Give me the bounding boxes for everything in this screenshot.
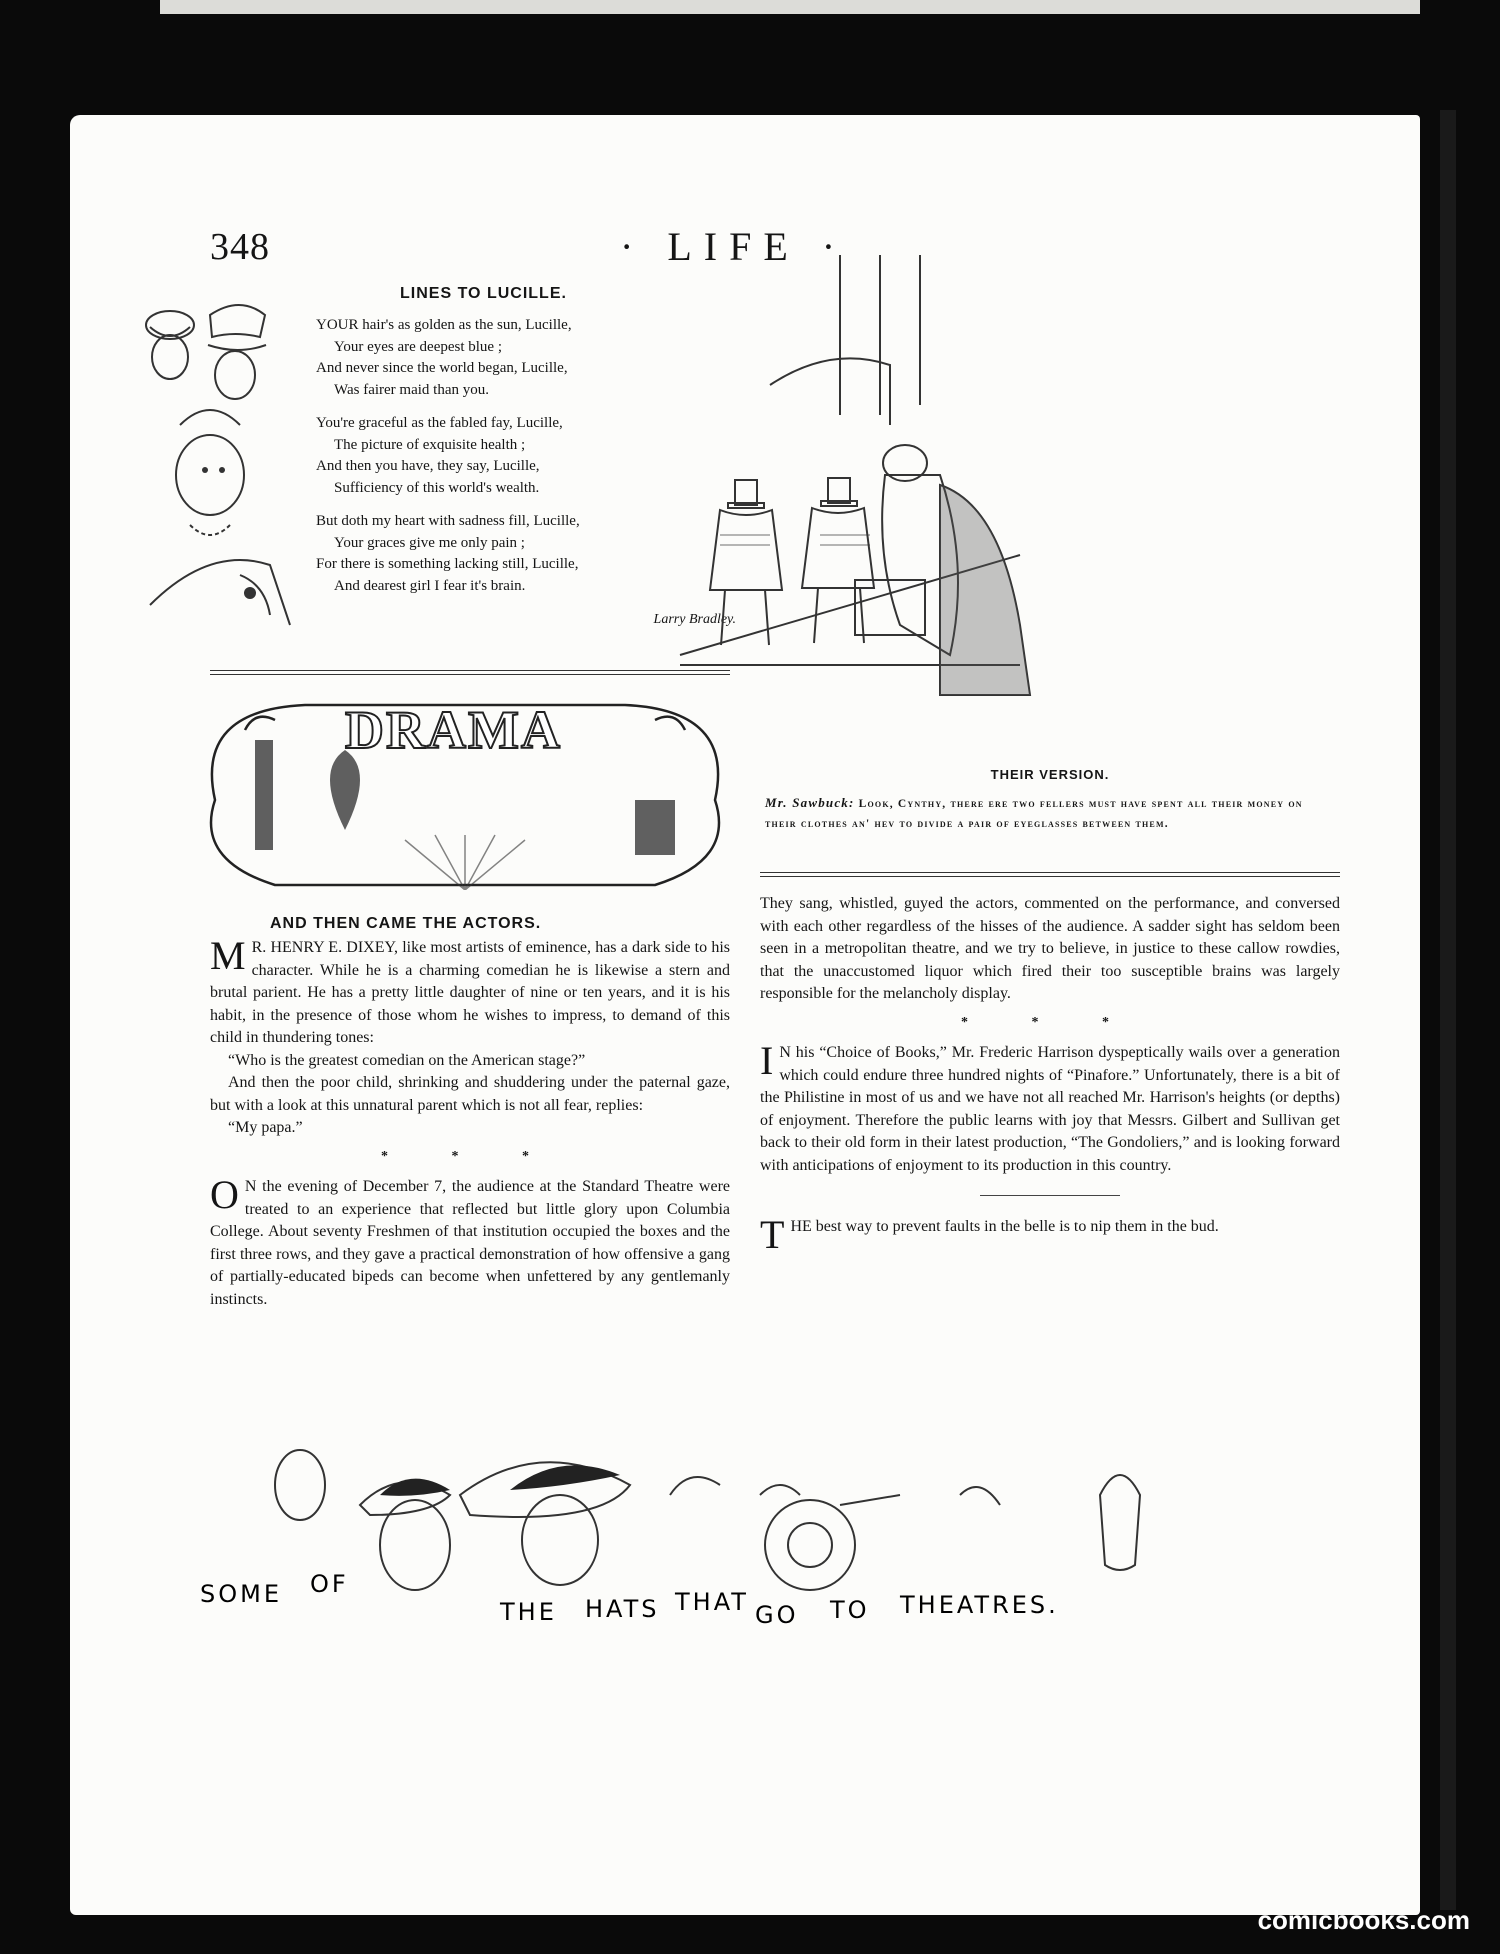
sketch-word: THE	[500, 1598, 557, 1625]
poem-line: Sufficiency of this world's wealth.	[334, 479, 540, 496]
cartoon-speaker: Mr. Sawbuck:	[765, 795, 855, 810]
poem-line: And never since the world began, Lucille,	[316, 360, 568, 376]
drop-cap: O	[210, 1172, 239, 1217]
poem-author: Larry Bradley.	[653, 612, 736, 627]
sketch-word: HATS	[585, 1595, 660, 1623]
section-separator: * * *	[381, 1148, 559, 1164]
poem-line: Your graces give me only pain ;	[334, 534, 525, 551]
poem-title: LINES TO LUCILLE.	[400, 285, 567, 302]
sketch-word: TO	[830, 1596, 870, 1624]
paragraph-columbia: O N the evening of December 7, the audience at the Standard Theatre were treated to an experience that reflected but little glory upon Columbia College. About seventy Freshmen of that institution occupied the boxes and the first three rows, and they gave a practical demonstration of how offensive a gang of partially-educated bipeds can become when unfettered by any gentlemanly instincts.	[210, 1172, 730, 1308]
cartoon-caption	[765, 793, 1335, 834]
article-left-column	[210, 933, 730, 1311]
divider	[760, 872, 1340, 877]
page-number: 348	[210, 226, 270, 268]
drama-banner-title: DRAMA	[345, 700, 562, 760]
page-binding-shadow	[1440, 110, 1456, 1910]
paragraph-belle: THE best way to prevent faults in the belle is to nip them in the bud.	[760, 1212, 1219, 1257]
drop-cap: M	[210, 933, 246, 978]
paragraph-reply: “My papa.”	[228, 1119, 303, 1136]
sketch-word: OF	[310, 1570, 349, 1598]
lucille-sketch-illustration	[110, 275, 310, 635]
theatre-hats-sketch-illustration	[200, 1435, 1340, 1625]
poem-line: The picture of exquisite health ;	[334, 436, 526, 453]
sketch-word: THAT	[675, 1588, 749, 1616]
their-version-cartoon-illustration	[640, 235, 1310, 710]
site-watermark: comicbooks.com	[1257, 1905, 1470, 1935]
paragraph-dixey: M R. HENRY E. DIXEY, like most artists of eminence, has a dark side to his character. While he is a charming comedian he is likewise a stern and brutal parient. He has a pretty little daughter of nine or ten years, and it is his habit, in the presence of those whom he wishes to impress, to demand of this child in thundering tones:	[210, 933, 730, 1046]
poem-line: But doth my heart with sadness fill, Lucille,	[316, 513, 580, 529]
poem-line: YOUR hair's as golden as the sun, Lucille,	[316, 317, 572, 333]
article-heading: AND THEN CAME THE ACTORS.	[270, 915, 542, 932]
article-right-column	[760, 893, 1340, 1257]
sketch-word: THEATRES.	[900, 1591, 1059, 1619]
paragraph-harrison: I N his “Choice of Books,” Mr. Frederic Harrison dyspeptically wails over a generation which could endure three hundred nights of “Pinafore.” Unfortunately, there is a bit of the Philistine in most of us and we have not all reached Mr. Harrison's heights (or depths) of enjoyment. Therefore the public learns with joy that Messrs. Gilbert and Sullivan get back to their old form in their latest production, “The Gondoliers,” and is looking forward with anticipations of enjoyment to its production in this country.	[760, 1038, 1340, 1174]
poem-line: Your eyes are deepest blue ;	[334, 338, 503, 355]
cartoon-caption-text: Look, Cynthy, there ere two fellers must have spent all their money on their clothes an' hev to divide a pair of eyeglasses between them.	[765, 798, 1303, 830]
poem-line: You're graceful as the fabled fay, Lucille,	[316, 415, 563, 431]
poem-line: For there is something lacking still, Lucille,	[316, 556, 579, 572]
section-separator: * * *	[961, 1014, 1139, 1030]
short-rule	[980, 1195, 1120, 1196]
drop-cap: T	[760, 1212, 785, 1257]
paragraph-quote: “Who is the greatest comedian on the American stage?”	[228, 1051, 586, 1069]
sketch-word: SOME	[200, 1580, 282, 1608]
masthead: · LIFE ·	[620, 224, 848, 269]
poem-line: Was fairer maid than you.	[334, 381, 489, 398]
paragraph-freshmen: They sang, whistled, guyed the actors, commented on the performance, and conversed with each other regardless of the hisses of the audience. A sadder sight has seldom been seen in a metropolitan theatre, and we try to believe, in justice to these callow rowdies, that the unaccustomed liquor which fired their too susceptible brains was largely responsible for the melancholy display.	[760, 895, 1340, 1002]
drama-banner-illustration	[195, 690, 735, 890]
paragraph-child: And then the poor child, shrinking and shuddering under the paternal gaze, but with a look at this unnatural parent which is not all fear, replies:	[210, 1074, 730, 1114]
drop-cap: I	[760, 1038, 774, 1083]
cartoon-title: THEIR VERSION.	[990, 767, 1110, 782]
poem-line: And dearest girl I fear it's brain.	[334, 577, 526, 594]
sketch-word: GO	[755, 1601, 799, 1625]
magazine-page	[70, 115, 1420, 1915]
adjacent-page-edge	[160, 0, 1420, 14]
poem-line: And then you have, they say, Lucille,	[316, 458, 540, 474]
